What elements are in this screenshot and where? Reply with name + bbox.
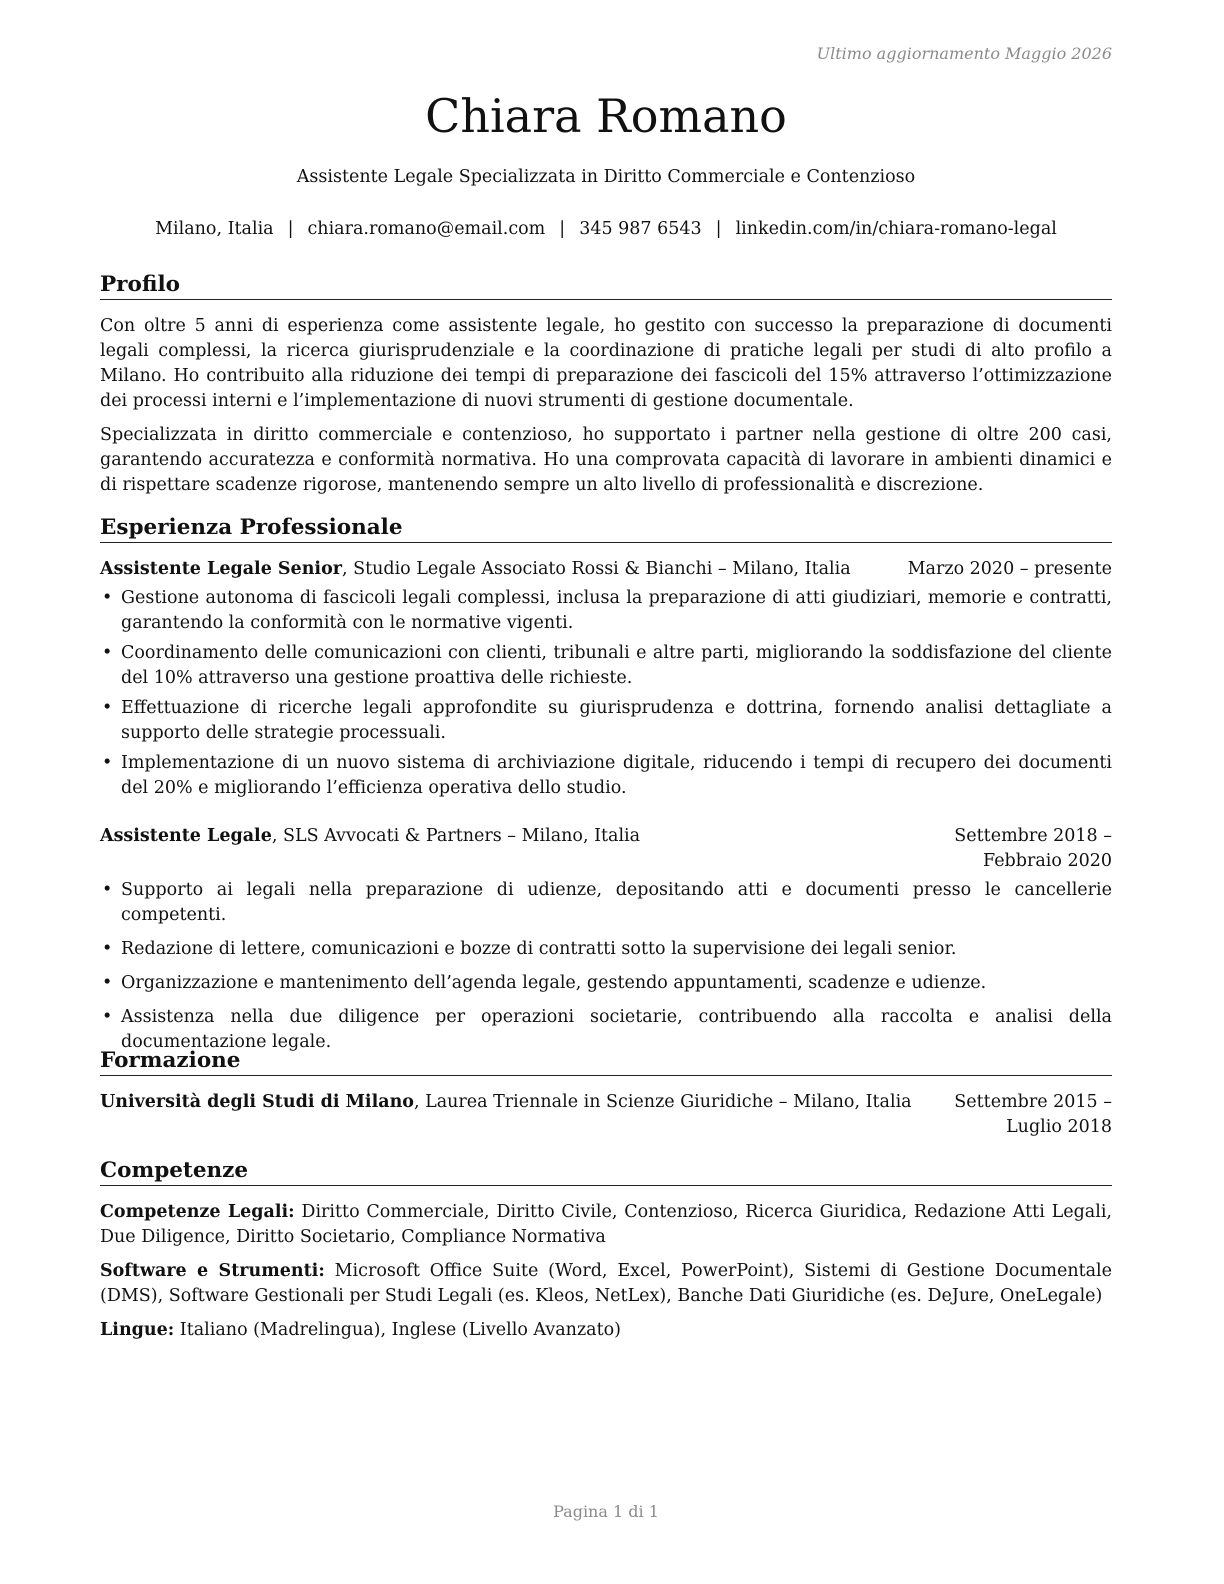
section-experience	[100, 514, 1112, 1055]
skill-label: Software e Strumenti:	[100, 1261, 325, 1281]
skill-group	[100, 1200, 1112, 1250]
section-title: Formazione	[100, 1047, 1112, 1076]
bullet-text: Assistenza nella due diligence per operazioni societarie, contribuendo alla raccolta e analisi della documentazione legale.	[121, 1007, 1112, 1052]
list-item	[100, 751, 1112, 801]
skill-text: Italiano (Madrelingua), Inglese (Livello Avanzato)	[174, 1320, 621, 1340]
contact-separator: |	[559, 219, 566, 239]
job-dates: Settembre 2018 – Febbraio 2020	[954, 826, 1112, 871]
bullet-icon: •	[102, 1007, 113, 1027]
education-degree: , Laurea Triennale in Scienze Giuridiche – Milano, Italia	[413, 1092, 912, 1112]
contact-phone: 345 987 6543	[579, 219, 702, 239]
job-company: , SLS Avvocati & Partners – Milano, Italia	[271, 826, 641, 846]
bullet-icon: •	[102, 939, 113, 959]
bullet-icon: •	[102, 698, 113, 718]
skill-text: Diritto Commerciale, Diritto Civile, Contenzioso, Ricerca Giuridica, Redazione Atti Legali, Due Diligence, Diritto Societario, Compliance Normativa	[100, 1202, 1112, 1247]
bullet-icon: •	[102, 643, 113, 663]
section-title: Esperienza Professionale	[100, 514, 1112, 543]
skill-label: Competenze Legali:	[100, 1202, 295, 1222]
bullet-icon: •	[102, 753, 113, 773]
contact-location: Milano, Italia	[155, 219, 274, 239]
section-title: Profilo	[100, 271, 1112, 300]
job-dates: Marzo 2020 – presente	[907, 559, 1112, 579]
bullet-text: Implementazione di un nuovo sistema di archiviazione digitale, riducendo i tempi di recupero dei documenti del 20% e migliorando l’efficienza operativa dello studio.	[121, 753, 1112, 798]
bullet-text: Organizzazione e mantenimento dell’agenda legale, gestendo appuntamenti, scadenze e udienze.	[121, 973, 987, 993]
contact-separator: |	[715, 219, 722, 239]
section-skills	[100, 1157, 1112, 1343]
page-number: Pagina 1 di 1	[553, 1502, 659, 1521]
list-item	[100, 641, 1112, 691]
contact-linkedin[interactable]: linkedin.com/in/chiara-romano-legal	[735, 219, 1057, 239]
candidate-name: Chiara Romano	[425, 89, 787, 143]
list-item	[100, 971, 1112, 996]
skill-group	[100, 1259, 1112, 1309]
bullet-text: Supporto ai legali nella preparazione di udienze, depositando atti e documenti presso le cancellerie competenti.	[121, 880, 1112, 925]
bullet-text: Redazione di lettere, comunicazioni e bozze di contratti sotto la supervisione dei legali senior.	[121, 939, 957, 959]
job-position	[100, 557, 851, 582]
education-entry	[100, 1090, 1112, 1140]
list-item	[100, 878, 1112, 928]
skill-group	[100, 1318, 1112, 1343]
last-updated: Ultimo aggiornamento Maggio 2026	[816, 44, 1112, 63]
bullet-icon: •	[102, 973, 113, 993]
job-position	[100, 824, 640, 874]
section-profile	[100, 271, 1112, 498]
job-role: Assistente Legale	[100, 826, 272, 846]
education-school: Università degli Studi di Milano	[100, 1092, 414, 1112]
education-dates: Settembre 2015 – Luglio 2018	[954, 1092, 1112, 1137]
job-bullets	[100, 586, 1112, 801]
candidate-title: Assistente Legale Specializzata in Diritto Commerciale e Contenzioso	[296, 167, 916, 187]
skill-label: Lingue:	[100, 1320, 175, 1340]
skill-text: Microsoft Office Suite (Word, Excel, PowerPoint), Sistemi di Gestione Documentale (DMS), Software Gestionali per Studi Legali (es. Kleos, NetLex), Banche Dati Giuridiche (es. DeJure, OneLegale)	[100, 1261, 1113, 1306]
bullet-text: Gestione autonoma di fascicoli legali complessi, inclusa la preparazione di atti giudiziari, memorie e contratti, garantendo la conformità con le normative vigenti.	[121, 588, 1112, 633]
job-bullets	[100, 878, 1112, 1055]
education-institution	[100, 1090, 912, 1140]
contact-email[interactable]: chiara.romano@email.com	[307, 219, 546, 239]
section-education	[100, 1047, 1112, 1140]
contact-line	[100, 219, 1112, 239]
bullet-text: Coordinamento delle comunicazioni con clienti, tribunali e altre parti, migliorando la soddisfazione del cliente del 10% attraverso una gestione proattiva delle richieste.	[121, 643, 1112, 688]
section-title: Competenze	[100, 1157, 1112, 1186]
profile-paragraph: Con oltre 5 anni di esperienza come assistente legale, ho gestito con successo la preparazione di documenti legali complessi, la ricerca giurisprudenziale e la coordinazione di pratiche legali per studi di alto profilo a Milano. Ho contribuito alla riduzione dei tempi di preparazione dei fascicoli del 15% attraverso l’ottimizzazione dei processi interni e l’implementazione di nuovi strumenti di gestione documentale.	[100, 316, 1112, 411]
resume-page	[100, 0, 1112, 1584]
list-item	[100, 586, 1112, 636]
job-header	[100, 557, 1112, 582]
job-role: Assistente Legale Senior	[100, 559, 342, 579]
profile-paragraph: Specializzata in diritto commerciale e contenzioso, ho supportato i partner nella gestione di oltre 200 casi, garantendo accuratezza e conformità normativa. Ho una comprovata capacità di lavorare in ambienti dinamici e di rispettare scadenze rigorose, mantenendo sempre un alto livello di professionalità e discrezione.	[100, 425, 1112, 495]
list-item	[100, 696, 1112, 746]
job-company: , Studio Legale Associato Rossi & Bianchi – Milano, Italia	[341, 559, 851, 579]
list-item	[100, 937, 1112, 962]
contact-separator: |	[287, 219, 294, 239]
bullet-text: Effettuazione di ricerche legali approfondite su giurisprudenza e dottrina, fornendo analisi dettagliate a supporto delle strategie processuali.	[121, 698, 1112, 743]
bullet-icon: •	[102, 880, 113, 900]
bullet-icon: •	[102, 588, 113, 608]
job-header	[100, 824, 1112, 874]
